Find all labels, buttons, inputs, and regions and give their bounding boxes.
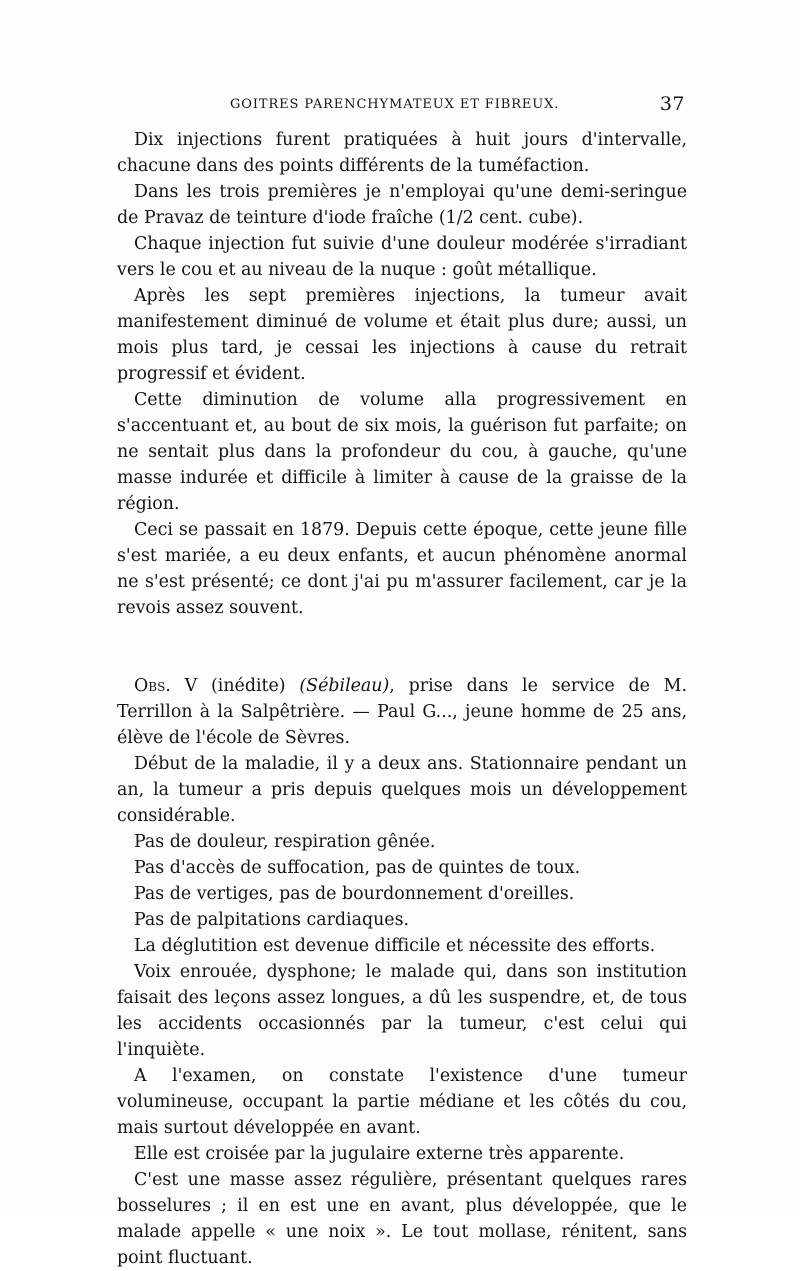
paragraph: La déglutition est devenue difficile et nécessite des efforts. [134, 936, 656, 956]
paragraph: Voix enrouée, dysphone; le malade qui, dans son institution faisait des leçons assez longues, a dû les suspendre, et, de tous les accidents occasionnés par la tumeur, c'est celui qui l'inquiète. [117, 962, 687, 1060]
observation-author: (Sébileau) [299, 676, 390, 696]
observation-intro: , prise dans le service de M. Terrillon à la Salpêtrière. — Paul G..., jeune homme de 25 ans, élève de l'école de Sèvres. [117, 676, 687, 748]
paragraph: Début de la maladie, il y a deux ans. Stationnaire pendant un an, la tumeur a pris depuis quelques mois un développement considérable. [117, 754, 687, 826]
paragraph: Pas de douleur, respiration gênée. [134, 832, 436, 852]
paragraph: Chaque injection fut suivie d'une douleur modérée s'irradiant vers le cou et au niveau de la nuque : goût métallique. [117, 234, 687, 280]
observation-status: (inédite) [210, 676, 286, 696]
paragraph: A l'examen, on constate l'existence d'une tumeur volumineuse, occupant la partie médiane et les côtés du cou, mais surtout développée en avant. [117, 1066, 687, 1138]
paragraph: Pas de vertiges, pas de bourdonnement d'oreilles. [134, 884, 575, 904]
paragraph: Ceci se passait en 1879. Depuis cette époque, cette jeune fille s'est mariée, a eu deux enfants, et aucun phénomène anormal ne s'est présenté; ce dont j'ai pu m'assurer facilement, car je la revois assez souvent. [117, 520, 687, 618]
running-title: GOITRES PARENCHYMATEUX ET FIBREUX. [230, 97, 560, 112]
paragraph: Dans les trois premières je n'employai qu'une demi-seringue de Pravaz de teinture d'iode fraîche (1/2 cent. cube). [117, 182, 687, 228]
paragraph: Pas d'accès de suffocation, pas de quintes de toux. [134, 858, 581, 878]
observation-heading-paragraph [117, 673, 687, 751]
page-number: 37 [659, 93, 685, 115]
paragraph: Après les sept premières injections, la tumeur avait manifestement diminué de volume et était plus dure; aussi, un mois plus tard, je cessai les injections à cause du retrait progressif et évident. [117, 286, 687, 384]
paragraph: Elle est croisée par la jugulaire externe très apparente. [134, 1144, 625, 1164]
body-text [117, 127, 687, 1271]
observation-label: Obs. V [134, 676, 198, 696]
paragraph: Pas de palpitations cardiaques. [134, 910, 410, 930]
page-header [117, 93, 687, 117]
paragraph: Cette diminution de volume alla progressivement en s'accentuant et, au bout de six mois, la guérison fut parfaite; on ne sentait plus dans la profondeur du cou, à gauche, qu'une masse indurée et difficile à limiter à cause de la graisse de la région. [117, 390, 687, 514]
paragraph: C'est une masse assez régulière, présentant quelques rares bosselures ; il en est une en avant, plus développée, que le malade appelle « une noix ». Le tout mollase, rénitent, sans point fluctuant. [117, 1170, 687, 1268]
paragraph: Dix injections furent pratiquées à huit jours d'intervalle, chacune dans des points différents de la tuméfaction. [117, 130, 687, 176]
